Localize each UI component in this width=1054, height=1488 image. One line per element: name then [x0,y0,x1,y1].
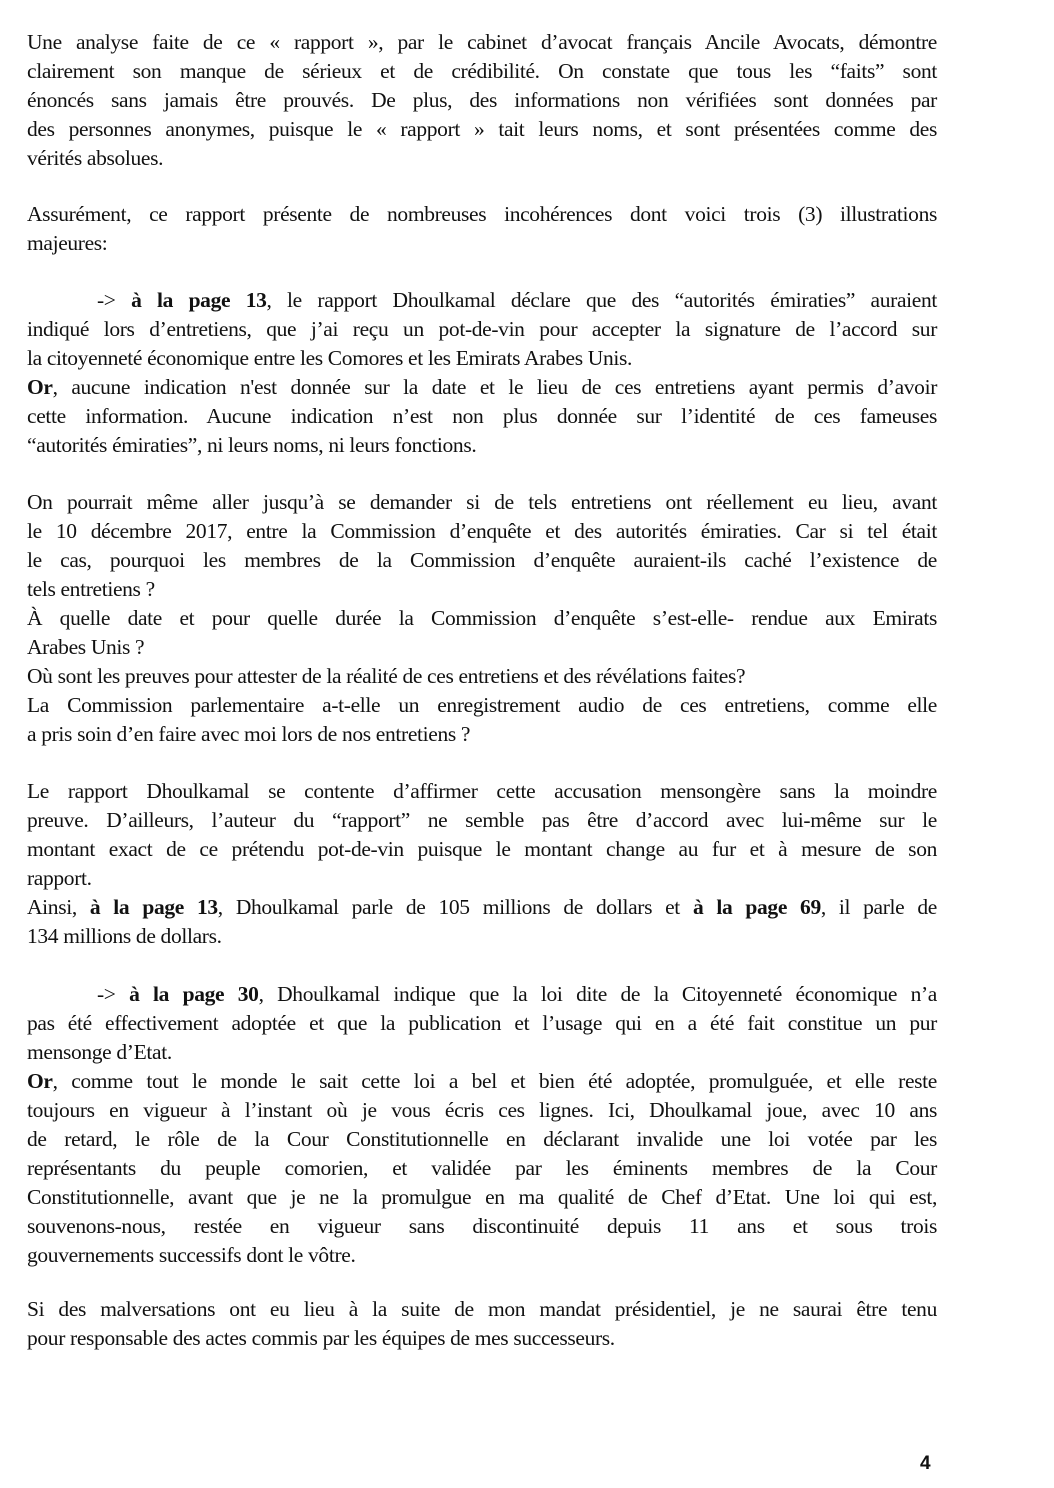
text-line: majeures: [27,231,108,255]
text-line [27,286,937,315]
page-number: 4 [920,1453,931,1474]
paragraph-page-30 [27,980,937,1270]
text-line: Si des malversations ont eu lieu à la suite de mon mandat présidentiel, je ne saurai être tenu [27,1297,937,1321]
text-line: Assurément, ce rapport présente de nombreuses incohérences dont voici trois (3) illustrations [27,202,937,226]
text-line: Constitutionnelle, avant que je ne la promulgue en ma qualité de Chef d’Etat. Une loi qui est, [27,1185,937,1209]
bold-page-reference: à la page 69 [692,895,821,919]
text-line: vérités absolues. [27,146,164,170]
text-segment: Ainsi, [27,895,90,919]
arrow-prefix: -> [97,982,130,1006]
text-line: a pris soin d’en faire avec moi lors de nos entretiens ? [27,722,471,746]
text-line: preuve. D’ailleurs, l’auteur du “rapport” ne semble pas être d’accord avec lui-même sur le [27,808,937,832]
text-line: mensonge d’Etat. [27,1040,172,1064]
text-line: pas été effectivement adoptée et que la publication et l’usage qui en a été fait constitue un pur [27,1011,937,1035]
text-line: souvenons-nous, restée en vigueur sans discontinuité depuis 11 ans et sous trois [27,1214,937,1238]
paragraph-incoherences [27,200,937,258]
text-line [27,980,937,1009]
bold-page-reference: à la page 30 [129,982,259,1006]
text-line: rapport. [27,866,92,890]
text-line: pour responsable des actes commis par les équipes de mes successeurs. [27,1326,615,1350]
text-line: Arabes Unis ? [27,635,145,659]
text-line: le cas, pourquoi les membres de la Commission d’enquête auraient-ils caché l’existence de [27,548,937,572]
paragraph-questions [27,488,937,749]
bold-or: Or [27,1069,53,1093]
text-line: des personnes anonymes, puisque le « rapport » tait leurs noms, et sont présentées comme des [27,117,937,141]
text-line: 134 millions de dollars. [27,924,222,948]
text-segment: , Dhoulkamal parle de 105 millions de dollars et [217,895,693,919]
text-line: La Commission parlementaire a-t-elle un enregistrement audio de ces entretiens, comme elle [27,693,937,717]
text-segment: , aucune indication n'est donnée sur la date et le lieu de ces entretiens ayant permis d’avoir [52,375,937,399]
text-segment: , il parle de [820,895,937,919]
paragraph-montant [27,777,937,951]
paragraph-malversations [27,1295,937,1353]
text-line: le 10 décembre 2017, entre la Commission d’enquête et des autorités émiraties. Car si tel était [27,519,937,543]
bold-page-reference: à la page 13 [89,895,218,919]
text-segment: , le rapport Dhoulkamal déclare que des “autorités émiraties” auraient [266,288,937,312]
text-line: À quelle date et pour quelle durée la Commission d’enquête s’est-elle- rendue aux Emirats [27,606,937,630]
bold-or: Or [27,375,53,399]
text-line: tels entretiens ? [27,577,155,601]
text-line: toujours en vigueur à l’instant où je vous écris ces lignes. Ici, Dhoulkamal joue, avec 10 ans [27,1098,937,1122]
text-line: représentants du peuple comorien, et validée par les éminents membres de la Cour [27,1156,937,1180]
text-line: “autorités émiraties”, ni leurs noms, ni leurs fonctions. [27,433,477,457]
text-line: énoncés sans jamais être prouvés. De plus, des informations non vérifiées sont données par [27,88,937,112]
text-line: Une analyse faite de ce « rapport », par le cabinet d’avocat français Ancile Avocats, démontre [27,30,937,54]
bold-page-reference: à la page 13 [131,288,267,312]
text-line: montant exact de ce prétendu pot-de-vin puisque le montant change au fur et à mesure de son [27,837,937,861]
text-line: Où sont les preuves pour attester de la réalité de ces entretiens et des révélations faites? [27,664,746,688]
text-segment: , Dhoulkamal indique que la loi dite de la Citoyenneté économique n’a [258,982,937,1006]
text-line: indiqué lors d’entretiens, que j’ai reçu un pot-de-vin pour accepter la signature de l’accord sur [27,317,937,341]
text-line: de retard, le rôle de la Cour Constitutionnelle en déclarant invalide une loi votée par les [27,1127,937,1151]
text-line: On pourrait même aller jusqu’à se demander si de tels entretiens ont réellement eu lieu, avant [27,490,937,514]
text-line [27,373,937,402]
arrow-prefix: -> [97,288,132,312]
text-line: gouvernements successifs dont le vôtre. [27,1243,356,1267]
text-line [27,1067,937,1096]
paragraph-analyse [27,28,937,173]
text-line: clairement son manque de sérieux et de crédibilité. On constate que tous les “faits” sont [27,59,937,83]
text-segment: , comme tout le monde le sait cette loi a bel et bien été adoptée, promulguée, et elle reste [52,1069,937,1093]
text-line: la citoyenneté économique entre les Comores et les Emirats Arabes Unis. [27,346,633,370]
text-line: Le rapport Dhoulkamal se contente d’affirmer cette accusation mensongère sans la moindre [27,779,937,803]
text-line [27,893,937,922]
text-line: cette information. Aucune indication n’est non plus donnée sur l’identité de ces fameuses [27,404,937,428]
paragraph-page-13 [27,286,937,460]
